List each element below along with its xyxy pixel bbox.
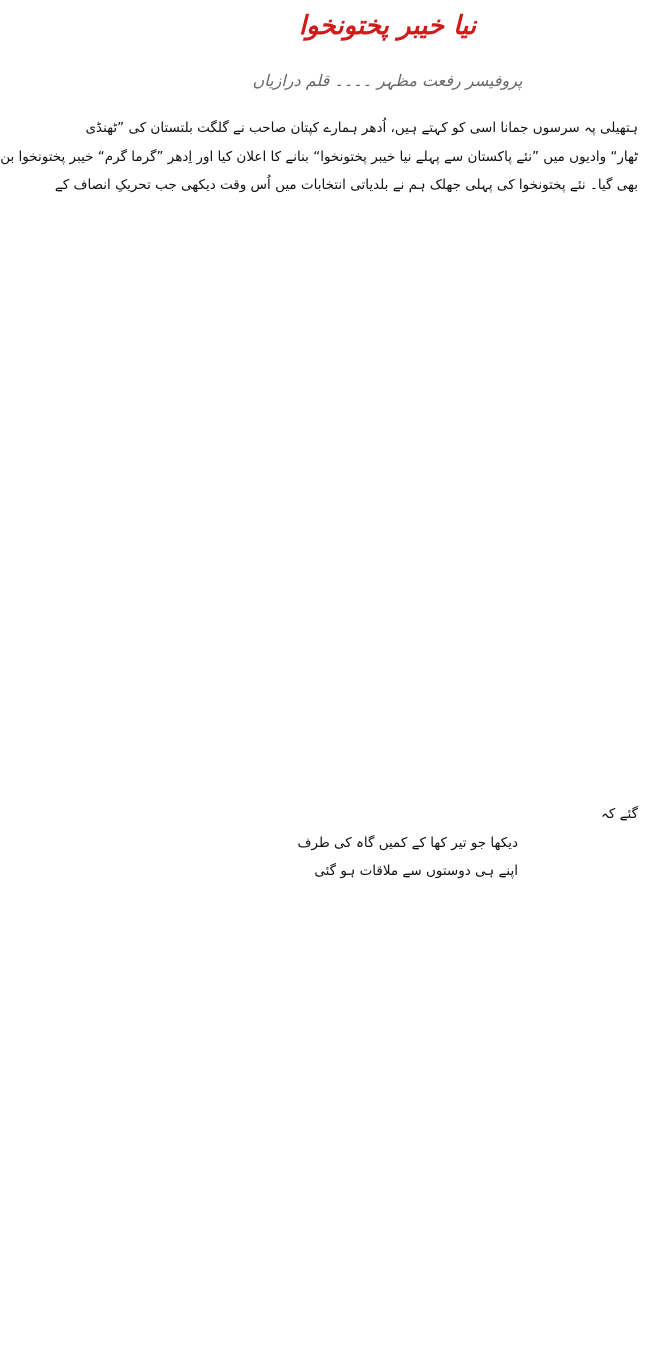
text-line [137,972,638,1001]
text-line: گئے کہ [600,806,638,823]
text-line [137,743,638,772]
text-line [137,1143,638,1172]
text-line [137,514,638,543]
text-line: ہتھیلی پہ سرسوں جمانا اسی کو کہتے ہیں، اُدھر ہمارے کپتان صاحب نے گلگت بلتستان کی ”ٹھنڈی [85,120,638,136]
text-line [137,657,638,686]
text-line [137,486,638,515]
verse-block [137,829,638,886]
text-line [137,1172,638,1201]
text-line [137,314,638,343]
text-line [137,371,638,400]
text-line [137,228,638,257]
text-line [137,915,638,944]
text-line [137,600,638,629]
text-line [137,943,638,972]
text-line [137,400,638,429]
article-body [0,114,638,1372]
text-line [137,686,638,715]
text-line [137,1344,638,1372]
text-line: ٹھار“ وادیوں میں ”نئے پاکستان سے پہلے نیا خیبر پختونخوا“ بنانے کا اعلان کیا اور اِدھر ”گرما گرم“ خیبر پختونخوا بن [0,148,638,165]
text-line [137,1258,638,1287]
text-line [137,1000,638,1029]
text-line [137,1029,638,1058]
text-line [137,1086,638,1115]
text-line [137,714,638,743]
text-line [137,429,638,458]
text-line: بھی گیا۔ نئے پختونخوا کی پہلی جھلک ہم نے بلدیاتی انتخابات میں اُس وقت دیکھی جب تحریکِ انصاف کے [54,177,638,194]
text-line [137,1229,638,1258]
text-line [137,1286,638,1315]
text-line [137,257,638,286]
text-line [137,1058,638,1087]
text-line [137,629,638,658]
text-line [137,343,638,372]
verse-line: دیکھا جو تیر کھا کے کمیں گاہ کی طرف [297,834,518,851]
text-line [137,543,638,572]
article-byline: پروفیسر رفعت مظہر ۔۔۔۔ قلم درازیاں [252,71,523,90]
text-line [137,1201,638,1230]
text-line [137,200,638,229]
text-line [137,1315,638,1344]
text-line [137,886,638,915]
article-header [137,0,638,92]
verse-line: اپنے ہی دوستوں سے ملاقات ہو گئی [314,863,518,880]
text-line [137,572,638,601]
text-line [137,1115,638,1144]
paragraph-2 [137,886,638,1372]
text-line [137,457,638,486]
text-line [137,772,638,801]
paragraph-1 [0,114,638,829]
text-line [137,286,638,315]
article-title: نیا خیبر پختونخوا [298,11,477,41]
